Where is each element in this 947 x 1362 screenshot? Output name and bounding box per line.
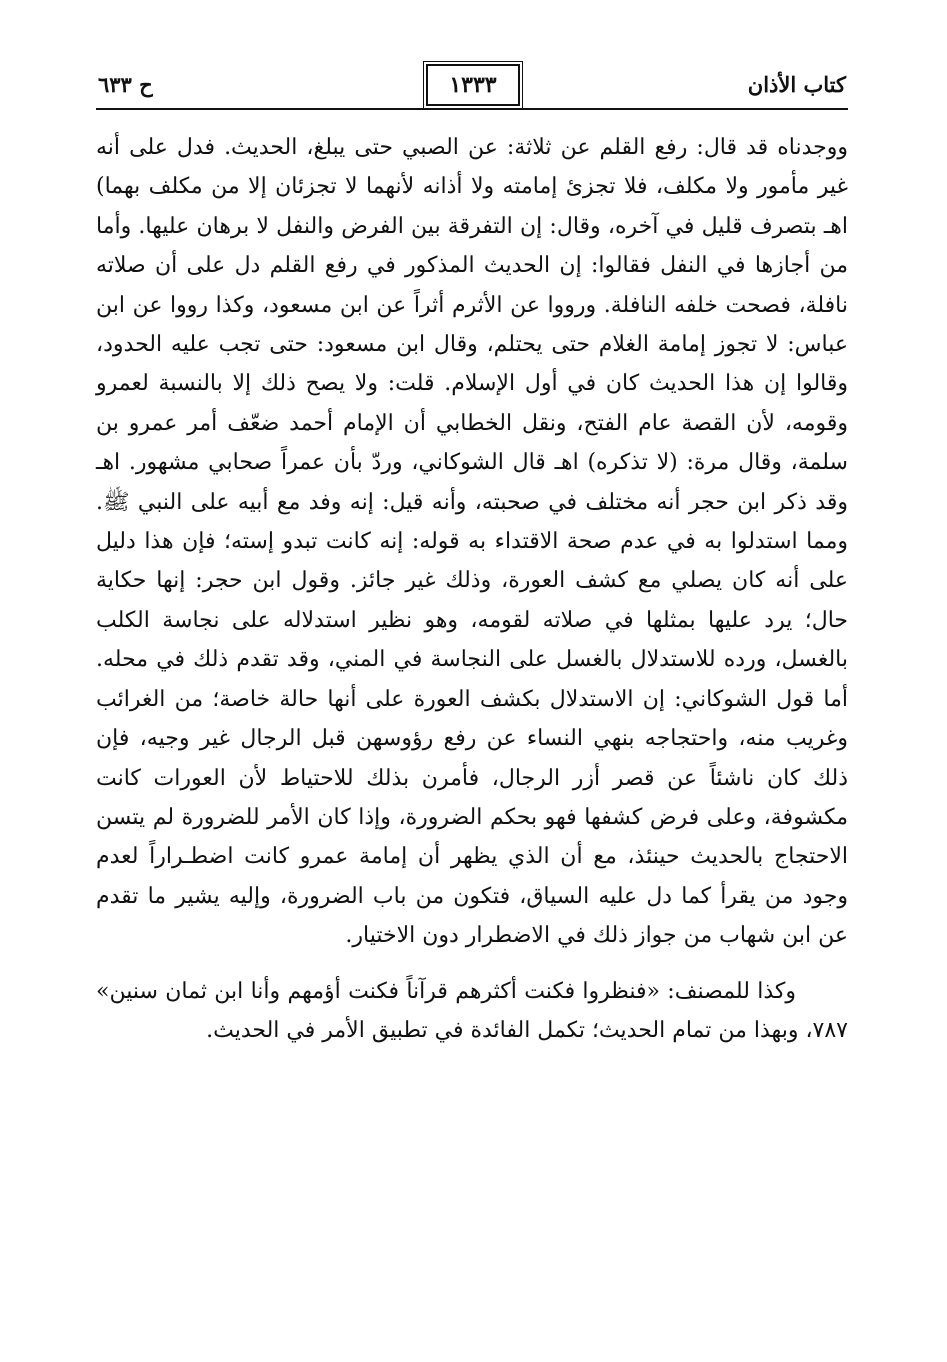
- hadith-number: ح ٦٣٣: [98, 72, 153, 97]
- commentary-paragraph: ووجدناه قد قال: رفع القلم عن ثلاثة: عن الصبي حتى يبلغ، الحديث. فدل على أنه غير مأمور ولا مكلف، فلا تجزئ إمامته ولا أذانه لأنهما لا تجزئان إلا من مكلف بهما) اهـ بتصرف قليل في آخره، وقال: إن التفرقة بين الفرض والنفل لا برهان عليها. وأما من أجازها في النفل فقالوا: إن الحديث المذكور في رفع القلم دل على أن صلاته نافلة، فصحت خلفه النافلة. ورووا عن الأثرم أثراً عن ابن مسعود، وكذا رووا عن ابن عباس: لا تجوز إمامة الغلام حتى يحتلم، وقال ابن مسعود: حتى تجب عليه الحدود، وقالوا إن هذا الحديث كان في أول الإسلام. قلت: ولا يصح ذلك إلا بالنسبة لعمرو وقومه، لأن القصة عام الفتح، ونقل الخطابي أن الإمام أحمد ضعّف أمر عمرو بن سلمة، وقال مرة: (لا تذكره) اهـ قال الشوكاني، وردّ بأن عمراً صحابي مشهور. اهـ وقد ذكر ابن حجر أنه مختلف في صحبته، وأنه قيل: إنه وفد مع أبيه على النبي ﷺ. ومما استدلوا به في عدم صحة الاقتداء به قوله: إنه كانت تبدو إسته؛ فإن هذا دليل على أنه كان يصلي مع كشف العورة، وذلك غير جائز. وقول ابن حجر: إنها حكاية حال؛ يرد عليها بمثلها في صلاته لقومه، وهو نظير استدلاله على نجاسة الكلب بالغسل، ورده للاستدلال بالغسل على النجاسة في المني، وقد تقدم ذلك في محله. أما قول الشوكاني: إن الاستدلال بكشف العورة على أنها حالة خاصة؛ من الغرائب وغريب منه، واحتجاجه بنهي النساء عن رفع رؤوسهن قبل الرجال غير وجيه، فإن ذلك كان ناشئاً عن قصر أزر الرجال، فأمرن بذلك للاحتياط لأن العورات كانت مكشوفة، وعلى فرض كشفها فهو بحكم الضرورة، وإذا كان الأمر للضرورة لم يتسن الاحتجاج بالحديث حينئذ، مع أن الذي يظهر أن إمامة عمرو كانت اضطـراراً لعدم وجود من يقرأ كما دل عليه السياق، فتكون من باب الضرورة، وإليه يشير ما تقدم عن ابن شهاب من جواز ذلك في الاضطرار دون الاختيار.: [96, 135, 849, 949]
- main-text: [96, 128, 848, 1050]
- header-divider: [96, 108, 848, 110]
- page-header: [96, 62, 848, 116]
- author-quote-paragraph: وكذا للمصنف: «فنظروا فكنت أكثرهم قرآناً فكنت أؤمهم وأنا ابن ثمان سنين» ٧٨٧، وبهذا من تمام الحديث؛ تكمل الفائدة في تطبيق الأمر في الحديث.: [96, 978, 848, 1043]
- book-title: كتاب الأذان: [747, 72, 846, 97]
- page-number: ١٣٣٣: [426, 64, 520, 106]
